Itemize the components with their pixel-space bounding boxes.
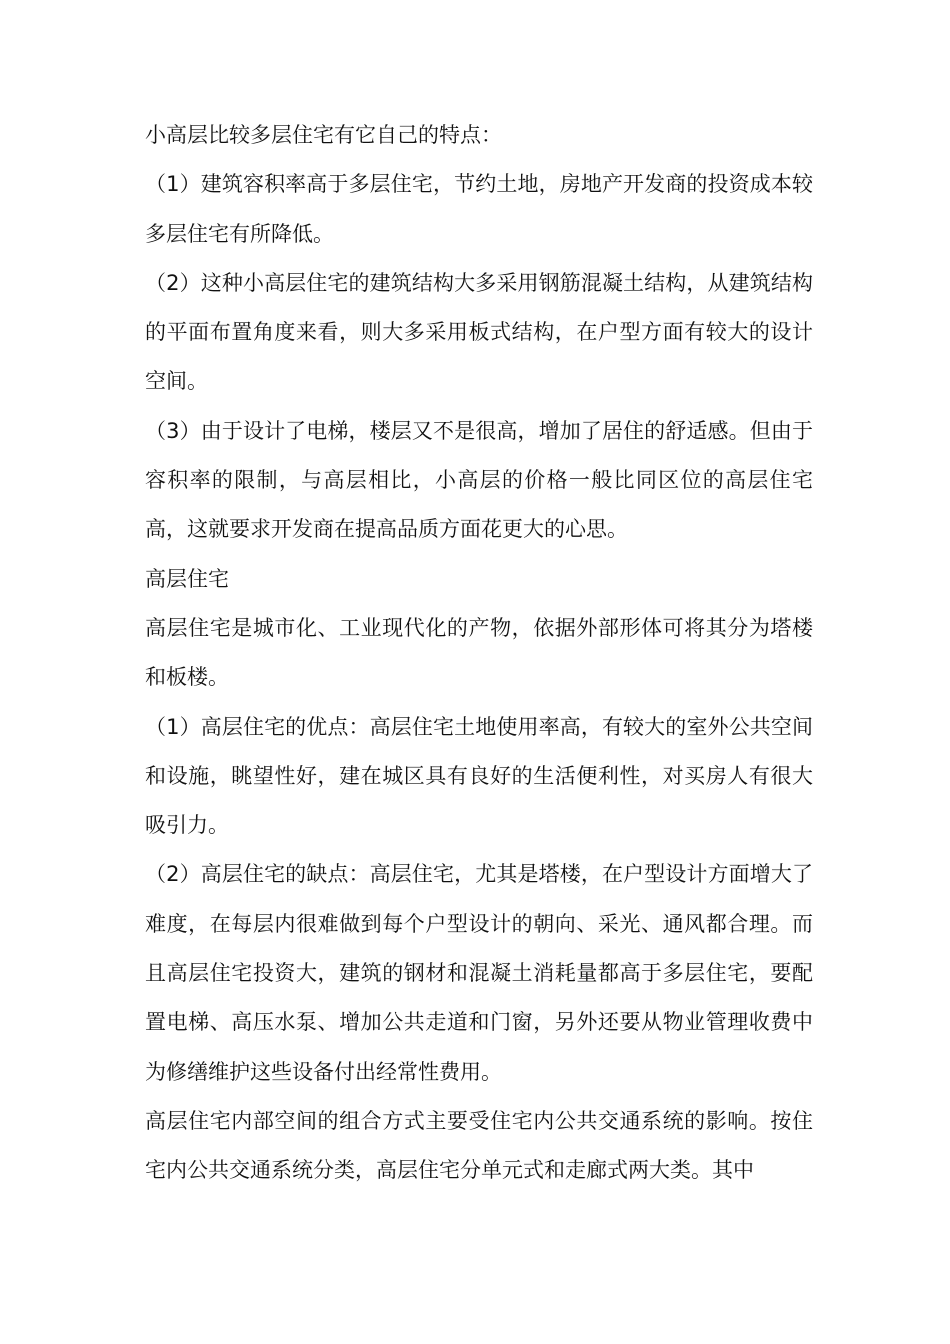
paragraph-spatial-organization: 高层住宅内部空间的组合方式主要受住宅内公共交通系统的影响。按住宅内公共交通系统分类，高层住宅分单元式和走廊式两大类。其中 bbox=[145, 1108, 813, 1183]
section-heading: 高层住宅 bbox=[145, 566, 229, 591]
paragraph-item-2: （2）这种小高层住宅的建筑结构大多采用钢筋混凝土结构，从建筑结构的平面布置角度来看，则大多采用板式结构，在户型方面有较大的设计空间。 bbox=[145, 270, 813, 394]
paragraph-item-1: （1）建筑容积率高于多层住宅，节约土地，房地产开发商的投资成本较多层住宅有所降低。 bbox=[145, 172, 813, 246]
paragraph-definition: 高层住宅是城市化、工业现代化的产物，依据外部形体可将其分为塔楼和板楼。 bbox=[145, 615, 813, 690]
paragraph-intro: 小高层比较多层住宅有它自己的特点： bbox=[145, 123, 502, 147]
paragraph-disadvantages: （2）高层住宅的缺点：高层住宅，尤其是塔楼，在户型设计方面增大了难度，在每层内很难做到每个户型设计的朝向、采光、通风都合理。而且高层住宅投资大，建筑的钢材和混凝土消耗量都高于多层住宅，要配置电梯、高压水泵、增加公共走道和门窗，另外还要从物业管理收费中为修缮维护这些设备付出经常性费用。 bbox=[145, 862, 813, 1084]
paragraph-item-3: （3）由于设计了电梯，楼层又不是很高，增加了居住的舒适感。但由于容积率的限制，与高层相比，小高层的价格一般比同区位的高层住宅高，这就要求开发商在提高品质方面花更大的心思。 bbox=[145, 418, 813, 542]
paragraph-advantages: （1）高层住宅的优点：高层住宅土地使用率高，有较大的室外公共空间和设施，眺望性好，建在城区具有良好的生活便利性，对买房人有很大吸引力。 bbox=[145, 714, 813, 838]
document-body bbox=[145, 111, 813, 1196]
